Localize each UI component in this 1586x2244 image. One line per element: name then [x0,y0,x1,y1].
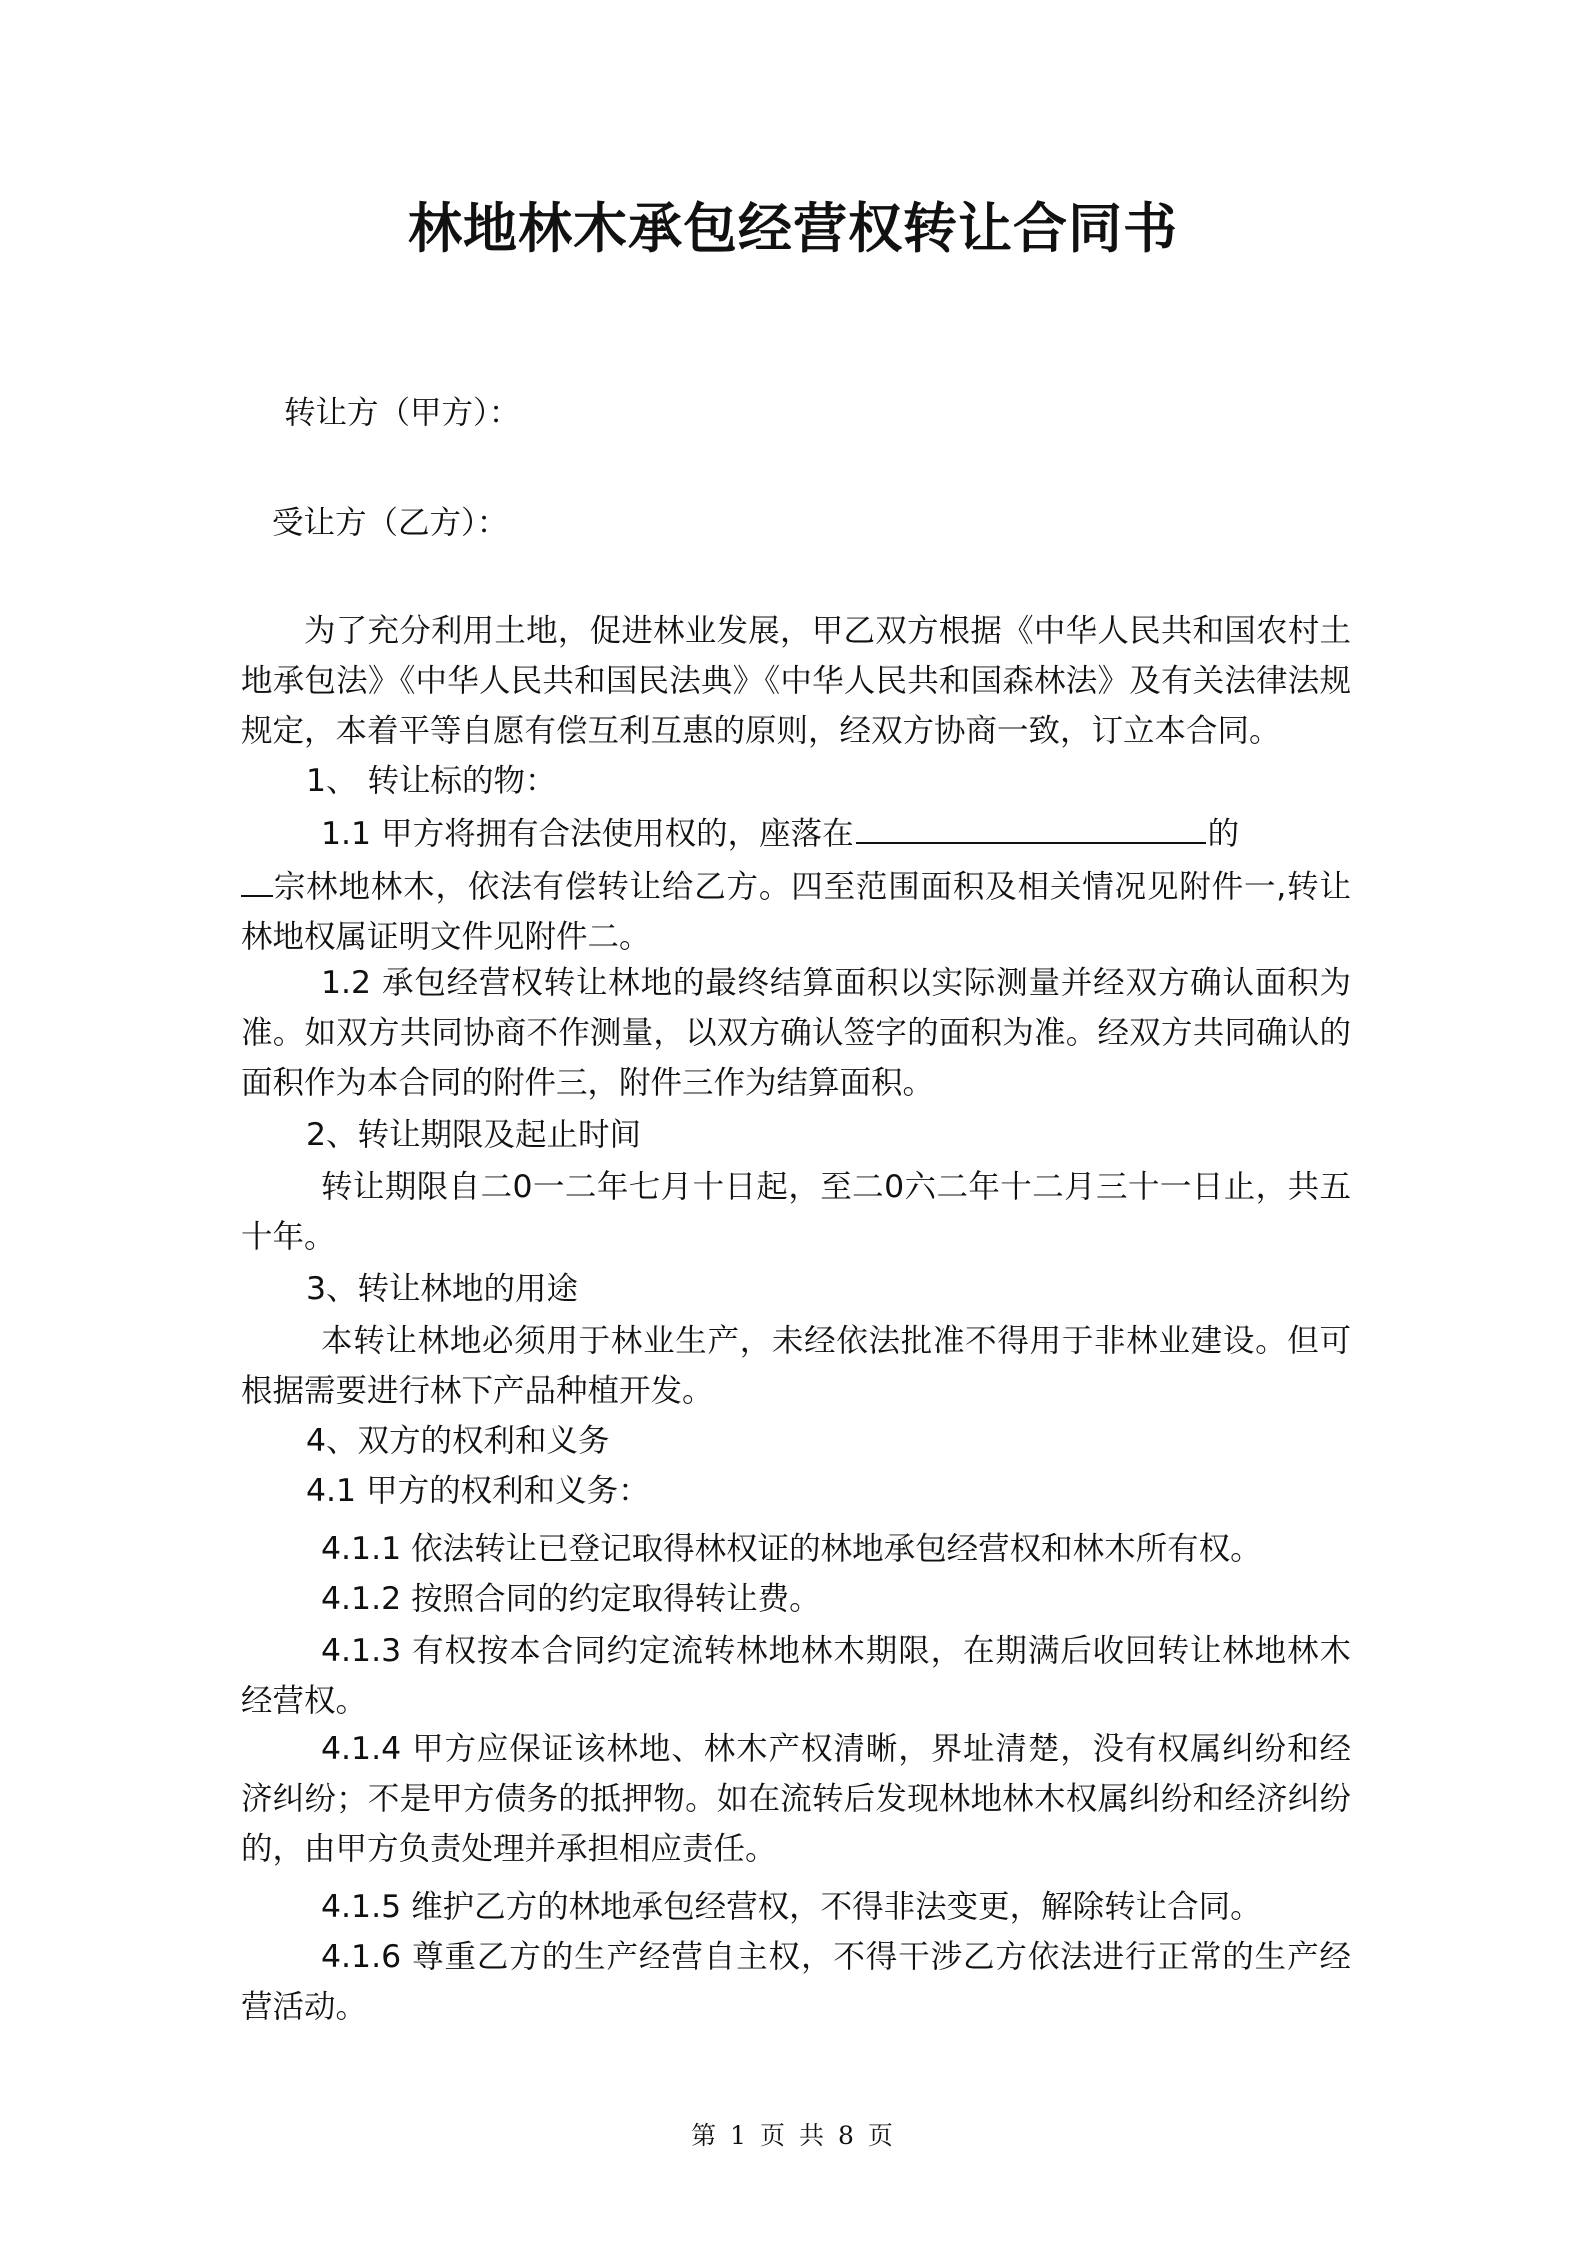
section-3-heading: 3、转让林地的用途 [306,1271,579,1307]
preamble-paragraph: 为了充分利用土地，促进林业发展，甲乙双方根据《中华人民共和国农村土地承包法》《中华人民共和国民法典》《中华人民共和国森林法》及有关法律法规规定，本着平等自愿有偿互利互惠的原则，经双方协商一致，订立本合同。 [241,613,1351,749]
footer-total-unit: 页 [867,2121,895,2150]
footer-page-number: 1 [730,2121,748,2150]
footer-total-prefix: 共 [799,2121,827,2150]
transferee-label: 受让方（乙方）： [272,505,509,541]
clause-1-1-text-b: 的 [1207,816,1240,852]
clause-4-1-4: 4.1.4 甲方应保证该林地、林木产权清晰，界址清楚，没有权属纠纷和经济纠纷；不是甲方债务的抵押物。如在流转后发现林地林木权属纠纷和经济纠纷的，由甲方负责处理并承担相应责任。 [241,1731,1351,1867]
clause-1-1-text-a: 1.1 甲方将拥有合法使用权的，座落在 [321,816,854,852]
clause-1-2: 1.2 承包经营权转让林地的最终结算面积以实际测量并经双方确认面积为准。如双方共同协商不作测量，以双方确认签字的面积为准。经双方共同确认的面积作为本合同的附件三，附件三作为结算面积。 [241,965,1351,1101]
clause-4-1-6: 4.1.6 尊重乙方的生产经营自主权，不得干涉乙方依法进行正常的生产经营活动。 [241,1939,1351,2025]
clause-4-1-3: 4.1.3 有权按本合同约定流转林地林木期限，在期满后收回转让林地林木经营权。 [241,1633,1351,1719]
clause-4-1-2: 4.1.2 按照合同的约定取得转让费。 [321,1581,821,1617]
clause-1-1-text-c: 宗林地林木，依法有偿转让给乙方。四至范围面积及相关情况见附件一,转让林地权属证明文件见附件二。 [241,869,1351,955]
clause-1-1 [241,806,1351,962]
footer-prefix: 第 [691,2121,719,2150]
footer-page-unit: 页 [759,2121,787,2150]
footer-total-pages: 8 [838,2121,856,2150]
section-2-body: 转让期限自二0一二年七月十日起，至二0六二年十二月三十一日止，共五十年。 [241,1169,1351,1255]
section-2-heading: 2、转让期限及起止时间 [306,1117,642,1153]
section-1-heading: 1、 转让标的物： [306,763,557,799]
clause-4-1-5: 4.1.5 维护乙方的林地承包经营权，不得非法变更，解除转让合同。 [321,1889,1262,1925]
clause-4-1-1: 4.1.1 依法转让已登记取得林权证的林地承包经营权和林木所有权。 [321,1531,1262,1567]
location-blank [856,806,1206,844]
page-footer [0,2116,1586,2152]
parcel-count-blank [241,859,273,897]
section-4-1-heading: 4.1 甲方的权利和义务： [306,1473,650,1509]
document-title: 林地林木承包经营权转让合同书 [408,197,1178,260]
transferor-label: 转让方（甲方）： [284,395,521,431]
section-4-heading: 4、双方的权利和义务 [306,1423,610,1459]
section-3-body: 本转让林地必须用于林业生产，未经依法批准不得用于非林业建设。但可根据需要进行林下产品种植开发。 [241,1323,1351,1409]
